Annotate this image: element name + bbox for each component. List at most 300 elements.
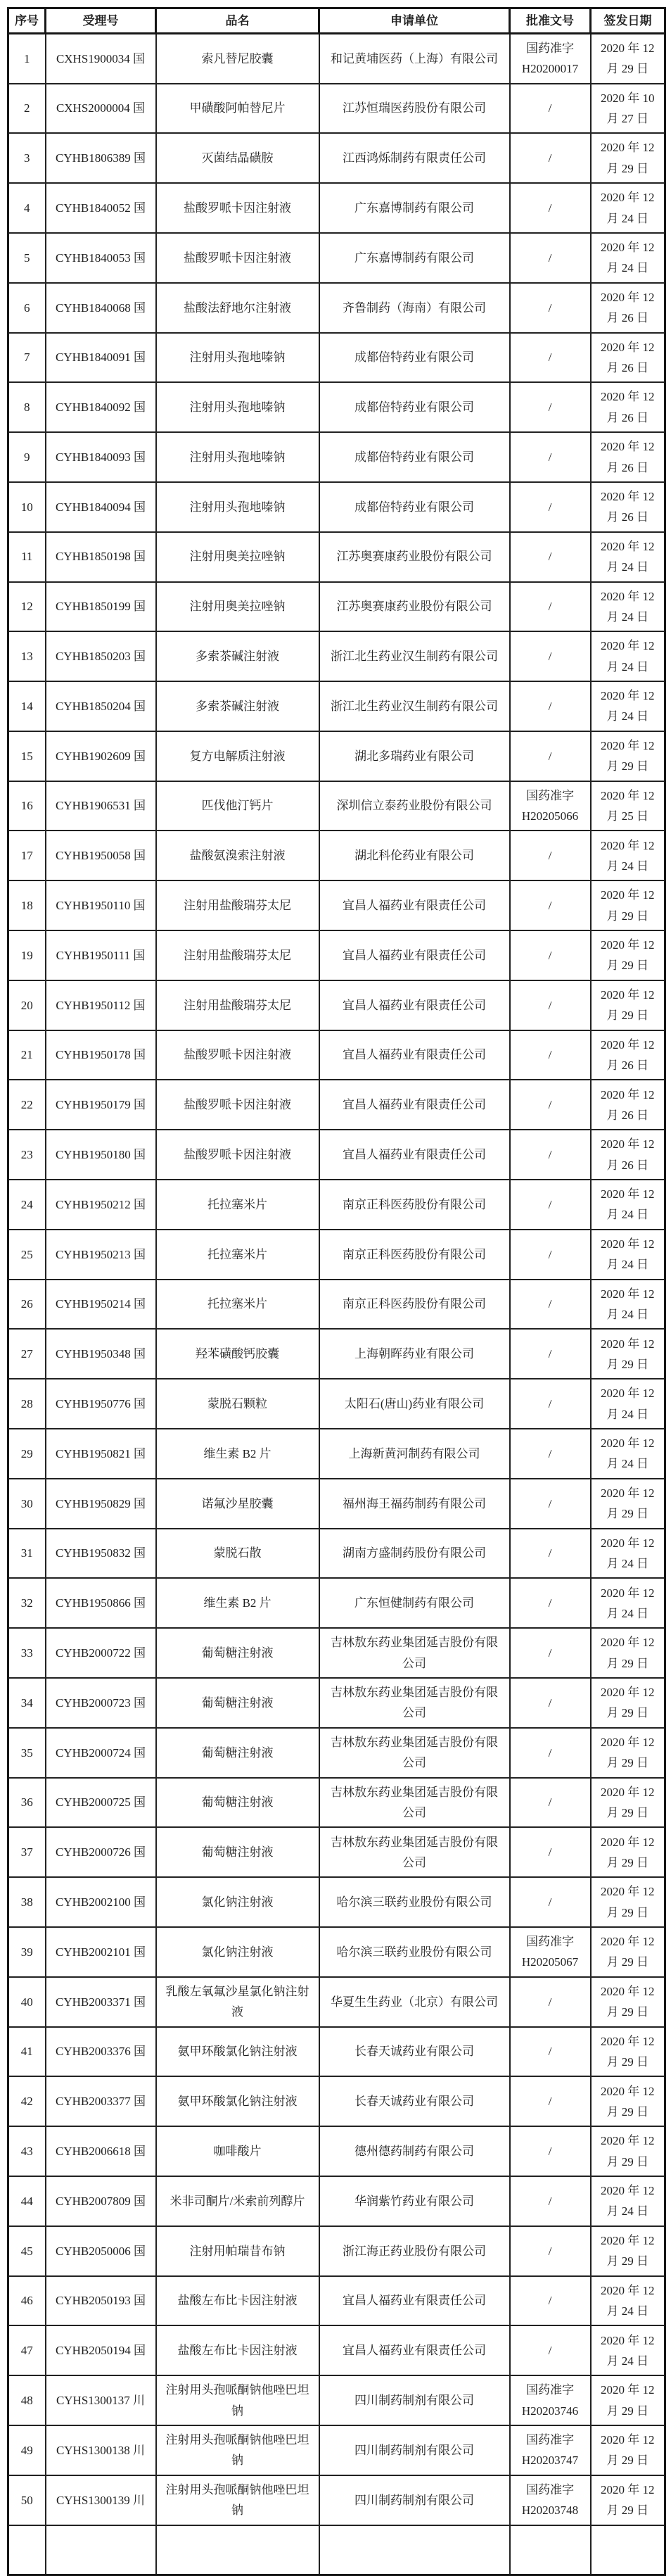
- cell-no: 48: [8, 2375, 46, 2425]
- table-body: [8, 34, 665, 2575]
- table-row: [8, 34, 665, 84]
- cell-product: 盐酸罗哌卡因注射液: [156, 233, 319, 283]
- cell-no: 19: [8, 930, 46, 980]
- table-row: [8, 333, 665, 383]
- cell-approval: /: [510, 2176, 591, 2226]
- cell-acceptance: CXHS1900034 国: [46, 34, 156, 84]
- table-row: [8, 2226, 665, 2276]
- cell-product: 氨甲环酸氯化钠注射液: [156, 2076, 319, 2126]
- cell-acceptance: CYHB2000722 国: [46, 1628, 156, 1678]
- cell-applicant: 江苏奥赛康药业股份有限公司: [319, 532, 510, 582]
- cell-applicant: 广东恒健制药有限公司: [319, 1578, 510, 1628]
- cell-no: 26: [8, 1280, 46, 1330]
- cell-approval: /: [510, 1678, 591, 1728]
- table-row: [8, 980, 665, 1030]
- cell-date: 2020 年 12 月 29 日: [591, 2076, 665, 2126]
- cell-applicant: 南京正科医药股份有限公司: [319, 1180, 510, 1230]
- table-header: [8, 8, 665, 34]
- cell-no: 4: [8, 183, 46, 233]
- cell-applicant: 宜昌人福药业有限责任公司: [319, 1130, 510, 1180]
- cell-approval: /: [510, 681, 591, 731]
- cell-applicant: 浙江北生药业汉生制药有限公司: [319, 631, 510, 681]
- header-col-approval: 批准文号: [510, 8, 591, 34]
- cell-approval: /: [510, 631, 591, 681]
- cell-applicant: 湖北多瑞药业有限公司: [319, 731, 510, 781]
- cell-date: 2020 年 12 月 29 日: [591, 2027, 665, 2077]
- cell-applicant: 德州德药制药有限公司: [319, 2126, 510, 2176]
- cell-acceptance: CYHS1300137 川: [46, 2375, 156, 2425]
- cell-no: 50: [8, 2475, 46, 2525]
- cell-applicant: 宜昌人福药业有限责任公司: [319, 930, 510, 980]
- table-row: [8, 2126, 665, 2176]
- cell-applicant: 哈尔滨三联药业股份有限公司: [319, 1877, 510, 1927]
- cell-no: 45: [8, 2226, 46, 2276]
- cell-no: 21: [8, 1030, 46, 1080]
- cell-no: 15: [8, 731, 46, 781]
- cell-product: 注射用头孢地嗪钠: [156, 432, 319, 482]
- cell-date: 2020 年 12 月 26 日: [591, 1080, 665, 1130]
- cell-acceptance: CYHB2000726 国: [46, 1827, 156, 1877]
- cell-acceptance: CYHB2003371 国: [46, 1977, 156, 2027]
- cell-date: 2020 年 12 月 29 日: [591, 2226, 665, 2276]
- cell-applicant: 湖北科伦药业有限公司: [319, 831, 510, 880]
- cell-no: 33: [8, 1628, 46, 1678]
- table-row: [8, 1678, 665, 1728]
- table-row-partial: [8, 2525, 665, 2575]
- cell-no: 8: [8, 382, 46, 432]
- cell-date: 2020 年 12 月 29 日: [591, 1628, 665, 1678]
- cell-approval: 国药准字 H20203747: [510, 2425, 591, 2475]
- header-col-no: 序号: [8, 8, 46, 34]
- cell-no: 37: [8, 1827, 46, 1877]
- cell-no: 29: [8, 1429, 46, 1479]
- cell-acceptance: CYHB1850203 国: [46, 631, 156, 681]
- cell-product: 注射用头孢地嗪钠: [156, 382, 319, 432]
- cell-date: 2020 年 12 月 29 日: [591, 930, 665, 980]
- table-row: [8, 482, 665, 532]
- cell-no: 36: [8, 1778, 46, 1828]
- cell-acceptance: CYHB1950213 国: [46, 1230, 156, 1280]
- cell-applicant: 长春天诚药业有限公司: [319, 2027, 510, 2077]
- table-row: [8, 1578, 665, 1628]
- cell-no: 1: [8, 34, 46, 84]
- cell-product: 葡萄糖注射液: [156, 1628, 319, 1678]
- cell-date: 2020 年 12 月 29 日: [591, 2425, 665, 2475]
- cell-acceptance: CYHB1840094 国: [46, 482, 156, 532]
- cell-acceptance: CYHB2050193 国: [46, 2276, 156, 2326]
- cell-acceptance: CYHB1950348 国: [46, 1329, 156, 1379]
- cell-approval: /: [510, 1728, 591, 1778]
- cell-product: 托拉塞米片: [156, 1230, 319, 1280]
- table-row: [8, 432, 665, 482]
- cell-applicant: 四川制药制剂有限公司: [319, 2375, 510, 2425]
- cell-date: 2020 年 12 月 26 日: [591, 333, 665, 383]
- cell-applicant: 华润紫竹药业有限公司: [319, 2176, 510, 2226]
- cell-approval: /: [510, 1280, 591, 1330]
- cell-product: 盐酸左布比卡因注射液: [156, 2325, 319, 2375]
- cell-product: 注射用头孢哌酮钠他唑巴坦钠: [156, 2425, 319, 2475]
- cell-acceptance: CYHB1950178 国: [46, 1030, 156, 1080]
- cell-approval: /: [510, 233, 591, 283]
- cell-acceptance: CYHB2050006 国: [46, 2226, 156, 2276]
- cell-date: 2020 年 12 月 24 日: [591, 1230, 665, 1280]
- cell-acceptance: CYHB1950776 国: [46, 1379, 156, 1429]
- cell-approval: /: [510, 980, 591, 1030]
- cell-product: 葡萄糖注射液: [156, 1778, 319, 1828]
- table-row: [8, 2076, 665, 2126]
- header-col-date: 签发日期: [591, 8, 665, 34]
- cell-no: 3: [8, 133, 46, 183]
- cell-date: 2020 年 12 月 29 日: [591, 1678, 665, 1728]
- cell-date: 2020 年 12 月 26 日: [591, 283, 665, 333]
- cell-no: 7: [8, 333, 46, 383]
- cell-acceptance: CYHB2002101 国: [46, 1927, 156, 1977]
- cell-no: 22: [8, 1080, 46, 1130]
- cell-no: 44: [8, 2176, 46, 2226]
- cell-approval: /: [510, 382, 591, 432]
- cell-date: 2020 年 12 月 29 日: [591, 980, 665, 1030]
- cell-no: 31: [8, 1529, 46, 1579]
- cell-acceptance: CYHB1840091 国: [46, 333, 156, 383]
- cell-product: 葡萄糖注射液: [156, 1678, 319, 1728]
- table-row: [8, 831, 665, 880]
- cell-no: 42: [8, 2076, 46, 2126]
- cell-acceptance: CYHB1840052 国: [46, 183, 156, 233]
- cell-date: 2020 年 12 月 25 日: [591, 781, 665, 831]
- cell-acceptance: CYHB2050194 国: [46, 2325, 156, 2375]
- table-row: [8, 2475, 665, 2525]
- table-row: [8, 1529, 665, 1579]
- table-row: [8, 532, 665, 582]
- cell-product: 氯化钠注射液: [156, 1927, 319, 1977]
- table-row: [8, 2176, 665, 2226]
- cell-approval: /: [510, 1030, 591, 1080]
- cell-approval: /: [510, 1827, 591, 1877]
- cell-no: 41: [8, 2027, 46, 2077]
- cell-product: 注射用头孢地嗪钠: [156, 482, 319, 532]
- cell-date: 2020 年 10 月 27 日: [591, 84, 665, 134]
- cell-date: 2020 年 12 月 26 日: [591, 1030, 665, 1080]
- cell-date: 2020 年 12 月 24 日: [591, 1578, 665, 1628]
- cell-acceptance: CYHB1950111 国: [46, 930, 156, 980]
- cell-approval: /: [510, 2276, 591, 2326]
- cell-acceptance: CYHB2006618 国: [46, 2126, 156, 2176]
- cell-approval: 国药准字 H20203746: [510, 2375, 591, 2425]
- cell-no: 34: [8, 1678, 46, 1728]
- cell-acceptance: CYHB1950821 国: [46, 1429, 156, 1479]
- cell-date: 2020 年 12 月 24 日: [591, 532, 665, 582]
- cell-acceptance: CYHB2003376 国: [46, 2027, 156, 2077]
- cell-acceptance: CYHB1950866 国: [46, 1578, 156, 1628]
- cell-applicant: 宜昌人福药业有限责任公司: [319, 2276, 510, 2326]
- cell-applicant: 成都倍特药业有限公司: [319, 382, 510, 432]
- cell-approval: /: [510, 1180, 591, 1230]
- cell-applicant: 吉林敖东药业集团延吉股份有限公司: [319, 1728, 510, 1778]
- cell-product: 米非司酮片/米索前列醇片: [156, 2176, 319, 2226]
- cell-no: 47: [8, 2325, 46, 2375]
- cell-date: 2020 年 12 月 29 日: [591, 1827, 665, 1877]
- cell-no: 16: [8, 781, 46, 831]
- cell-product: 盐酸罗哌卡因注射液: [156, 1080, 319, 1130]
- cell-acceptance: CYHB1950112 国: [46, 980, 156, 1030]
- cell-date: 2020 年 12 月 29 日: [591, 1778, 665, 1828]
- table-row: [8, 233, 665, 283]
- cell-approval: /: [510, 133, 591, 183]
- cell-product: 注射用盐酸瑞芬太尼: [156, 980, 319, 1030]
- cell-approval: /: [510, 1429, 591, 1479]
- cell-applicant: 深圳信立泰药业股份有限公司: [319, 781, 510, 831]
- cell-applicant: [319, 2525, 510, 2575]
- cell-approval: /: [510, 482, 591, 532]
- cell-approval: /: [510, 1628, 591, 1678]
- cell-product: 羟苯磺酸钙胶囊: [156, 1329, 319, 1379]
- cell-acceptance: CYHB2000725 国: [46, 1778, 156, 1828]
- header-col-product: 品名: [156, 8, 319, 34]
- cell-no: 35: [8, 1728, 46, 1778]
- cell-product: 维生素 B2 片: [156, 1578, 319, 1628]
- cell-acceptance: CYHB1950212 国: [46, 1180, 156, 1230]
- cell-no: 32: [8, 1578, 46, 1628]
- cell-product: 蒙脱石散: [156, 1529, 319, 1579]
- cell-no: 5: [8, 233, 46, 283]
- table-row: [8, 2425, 665, 2475]
- cell-date: 2020 年 12 月 29 日: [591, 1877, 665, 1927]
- cell-date: 2020 年 12 月 24 日: [591, 2276, 665, 2326]
- cell-product: 葡萄糖注射液: [156, 1827, 319, 1877]
- cell-no: 49: [8, 2425, 46, 2475]
- cell-product: 盐酸罗哌卡因注射液: [156, 1030, 319, 1080]
- cell-approval: /: [510, 930, 591, 980]
- table-row: [8, 133, 665, 183]
- cell-product: 多索茶碱注射液: [156, 681, 319, 731]
- cell-product: 灭菌结晶磺胺: [156, 133, 319, 183]
- cell-date: 2020 年 12 月 29 日: [591, 731, 665, 781]
- cell-applicant: 上海新黄河制药有限公司: [319, 1429, 510, 1479]
- cell-applicant: 广东嘉博制药有限公司: [319, 183, 510, 233]
- cell-product: 托拉塞米片: [156, 1180, 319, 1230]
- cell-applicant: 吉林敖东药业集团延吉股份有限公司: [319, 1827, 510, 1877]
- cell-approval: /: [510, 1877, 591, 1927]
- cell-date: 2020 年 12 月 29 日: [591, 1479, 665, 1529]
- cell-acceptance: CYHB1840093 国: [46, 432, 156, 482]
- table-row: [8, 781, 665, 831]
- cell-acceptance: CYHB1850204 国: [46, 681, 156, 731]
- table-row: [8, 382, 665, 432]
- cell-approval: /: [510, 582, 591, 632]
- table-row: [8, 183, 665, 233]
- table-row: [8, 84, 665, 134]
- cell-date: 2020 年 12 月 24 日: [591, 183, 665, 233]
- cell-date: 2020 年 12 月 29 日: [591, 1329, 665, 1379]
- cell-product: 诺氟沙星胶囊: [156, 1479, 319, 1529]
- table-row: [8, 1429, 665, 1479]
- cell-approval: /: [510, 1130, 591, 1180]
- table-row: [8, 681, 665, 731]
- cell-acceptance: CYHB1950832 国: [46, 1529, 156, 1579]
- cell-acceptance: CYHB1950214 国: [46, 1280, 156, 1330]
- cell-no: 43: [8, 2126, 46, 2176]
- cell-acceptance: CYHB1902609 国: [46, 731, 156, 781]
- cell-approval: /: [510, 831, 591, 880]
- cell-applicant: 上海朝晖药业有限公司: [319, 1329, 510, 1379]
- cell-product: 盐酸左布比卡因注射液: [156, 2276, 319, 2326]
- cell-no: 28: [8, 1379, 46, 1429]
- cell-approval: /: [510, 84, 591, 134]
- cell-applicant: 南京正科医药股份有限公司: [319, 1280, 510, 1330]
- cell-product: 葡萄糖注射液: [156, 1728, 319, 1778]
- cell-applicant: 江苏奥赛康药业股份有限公司: [319, 582, 510, 632]
- cell-no: 12: [8, 582, 46, 632]
- cell-approval: /: [510, 532, 591, 582]
- cell-approval: /: [510, 333, 591, 383]
- table-row: [8, 1827, 665, 1877]
- cell-applicant: 太阳石(唐山)药业有限公司: [319, 1379, 510, 1429]
- cell-date: 2020 年 12 月 24 日: [591, 681, 665, 731]
- cell-approval: /: [510, 1778, 591, 1828]
- cell-applicant: 吉林敖东药业集团延吉股份有限公司: [319, 1778, 510, 1828]
- cell-applicant: 宜昌人福药业有限责任公司: [319, 880, 510, 930]
- cell-date: 2020 年 12 月 24 日: [591, 631, 665, 681]
- cell-approval: /: [510, 2076, 591, 2126]
- cell-acceptance: CYHB1850199 国: [46, 582, 156, 632]
- cell-acceptance: CXHS2000004 国: [46, 84, 156, 134]
- cell-date: 2020 年 12 月 24 日: [591, 1429, 665, 1479]
- cell-applicant: 宜昌人福药业有限责任公司: [319, 2325, 510, 2375]
- table-row: [8, 582, 665, 632]
- drug-approval-table: [7, 7, 666, 2576]
- cell-no: 20: [8, 980, 46, 1030]
- cell-acceptance: CYHB1950180 国: [46, 1130, 156, 1180]
- cell-applicant: 江西鸿烁制药有限责任公司: [319, 133, 510, 183]
- cell-product: 索凡替尼胶囊: [156, 34, 319, 84]
- cell-no: 23: [8, 1130, 46, 1180]
- table-row: [8, 1728, 665, 1778]
- cell-date: 2020 年 12 月 29 日: [591, 880, 665, 930]
- cell-applicant: 南京正科医药股份有限公司: [319, 1230, 510, 1280]
- cell-applicant: 四川制药制剂有限公司: [319, 2425, 510, 2475]
- cell-applicant: 四川制药制剂有限公司: [319, 2475, 510, 2525]
- cell-no: 38: [8, 1877, 46, 1927]
- cell-approval: /: [510, 2226, 591, 2276]
- cell-product: 注射用帕瑞昔布钠: [156, 2226, 319, 2276]
- table-row: [8, 1180, 665, 1230]
- table-row: [8, 1329, 665, 1379]
- cell-approval: 国药准字 H20205067: [510, 1927, 591, 1977]
- cell-product: 复方电解质注射液: [156, 731, 319, 781]
- cell-date: 2020 年 12 月 29 日: [591, 1977, 665, 2027]
- cell-acceptance: CYHB1806389 国: [46, 133, 156, 183]
- cell-approval: /: [510, 1578, 591, 1628]
- table-row: [8, 283, 665, 333]
- cell-product: 盐酸罗哌卡因注射液: [156, 1130, 319, 1180]
- table-row: [8, 631, 665, 681]
- cell-acceptance: CYHB1840092 国: [46, 382, 156, 432]
- cell-product: 注射用盐酸瑞芬太尼: [156, 930, 319, 980]
- cell-product: 注射用盐酸瑞芬太尼: [156, 880, 319, 930]
- cell-date: 2020 年 12 月 24 日: [591, 1529, 665, 1579]
- cell-applicant: 成都倍特药业有限公司: [319, 432, 510, 482]
- cell-acceptance: CYHB2000723 国: [46, 1678, 156, 1728]
- cell-approval: /: [510, 1230, 591, 1280]
- cell-no: 24: [8, 1180, 46, 1230]
- cell-approval: /: [510, 1529, 591, 1579]
- cell-approval: /: [510, 1977, 591, 2027]
- table-row: [8, 1379, 665, 1429]
- table-row: [8, 2325, 665, 2375]
- cell-no: 40: [8, 1977, 46, 2027]
- table-row: [8, 1030, 665, 1080]
- table-row: [8, 880, 665, 930]
- cell-applicant: 成都倍特药业有限公司: [319, 482, 510, 532]
- table-row: [8, 1877, 665, 1927]
- cell-date: 2020 年 12 月 26 日: [591, 432, 665, 482]
- cell-applicant: 宜昌人福药业有限责任公司: [319, 1030, 510, 1080]
- cell-product: 甲磺酸阿帕替尼片: [156, 84, 319, 134]
- cell-approval: /: [510, 2325, 591, 2375]
- cell-approval: /: [510, 1479, 591, 1529]
- cell-date: 2020 年 12 月 24 日: [591, 2325, 665, 2375]
- cell-applicant: 江苏恒瑞医药股份有限公司: [319, 84, 510, 134]
- cell-date: 2020 年 12 月 24 日: [591, 1280, 665, 1330]
- cell-acceptance: CYHB2003377 国: [46, 2076, 156, 2126]
- cell-date: 2020 年 12 月 26 日: [591, 482, 665, 532]
- cell-approval: 国药准字 H20205066: [510, 781, 591, 831]
- table-row: [8, 1927, 665, 1977]
- cell-date: 2020 年 12 月 29 日: [591, 34, 665, 84]
- cell-no: 14: [8, 681, 46, 731]
- cell-product: 盐酸氨溴索注射液: [156, 831, 319, 880]
- cell-date: 2020 年 12 月 29 日: [591, 2375, 665, 2425]
- cell-applicant: 浙江北生药业汉生制药有限公司: [319, 681, 510, 731]
- cell-acceptance: CYHB1950179 国: [46, 1080, 156, 1130]
- cell-acceptance: CYHB1950829 国: [46, 1479, 156, 1529]
- cell-approval: /: [510, 1379, 591, 1429]
- cell-approval: /: [510, 183, 591, 233]
- cell-applicant: 齐鲁制药（海南）有限公司: [319, 283, 510, 333]
- table-row: [8, 731, 665, 781]
- header-col-acceptance: 受理号: [46, 8, 156, 34]
- cell-no: 11: [8, 532, 46, 582]
- cell-date: 2020 年 12 月 29 日: [591, 1728, 665, 1778]
- table-row: [8, 1280, 665, 1330]
- cell-applicant: 成都倍特药业有限公司: [319, 333, 510, 383]
- cell-date: 2020 年 12 月 29 日: [591, 2475, 665, 2525]
- cell-applicant: 哈尔滨三联药业股份有限公司: [319, 1927, 510, 1977]
- cell-applicant: 华夏生生药业（北京）有限公司: [319, 1977, 510, 2027]
- cell-no: 9: [8, 432, 46, 482]
- cell-product: 咖啡酸片: [156, 2126, 319, 2176]
- cell-no: 25: [8, 1230, 46, 1280]
- cell-date: 2020 年 12 月 26 日: [591, 1130, 665, 1180]
- cell-date: 2020 年 12 月 24 日: [591, 1180, 665, 1230]
- cell-no: 10: [8, 482, 46, 532]
- cell-no: 2: [8, 84, 46, 134]
- cell-acceptance: [46, 2525, 156, 2575]
- cell-date: [591, 2525, 665, 2575]
- cell-date: 2020 年 12 月 24 日: [591, 2176, 665, 2226]
- cell-date: 2020 年 12 月 24 日: [591, 831, 665, 880]
- cell-product: 盐酸罗哌卡因注射液: [156, 183, 319, 233]
- cell-product: 注射用奥美拉唑钠: [156, 582, 319, 632]
- table-row: [8, 1230, 665, 1280]
- cell-acceptance: CYHB1950110 国: [46, 880, 156, 930]
- table-row: [8, 2027, 665, 2077]
- cell-product: 乳酸左氧氟沙星氯化钠注射液: [156, 1977, 319, 2027]
- cell-applicant: 福州海王福药制药有限公司: [319, 1479, 510, 1529]
- cell-no: 30: [8, 1479, 46, 1529]
- table-row: [8, 930, 665, 980]
- cell-product: 氯化钠注射液: [156, 1877, 319, 1927]
